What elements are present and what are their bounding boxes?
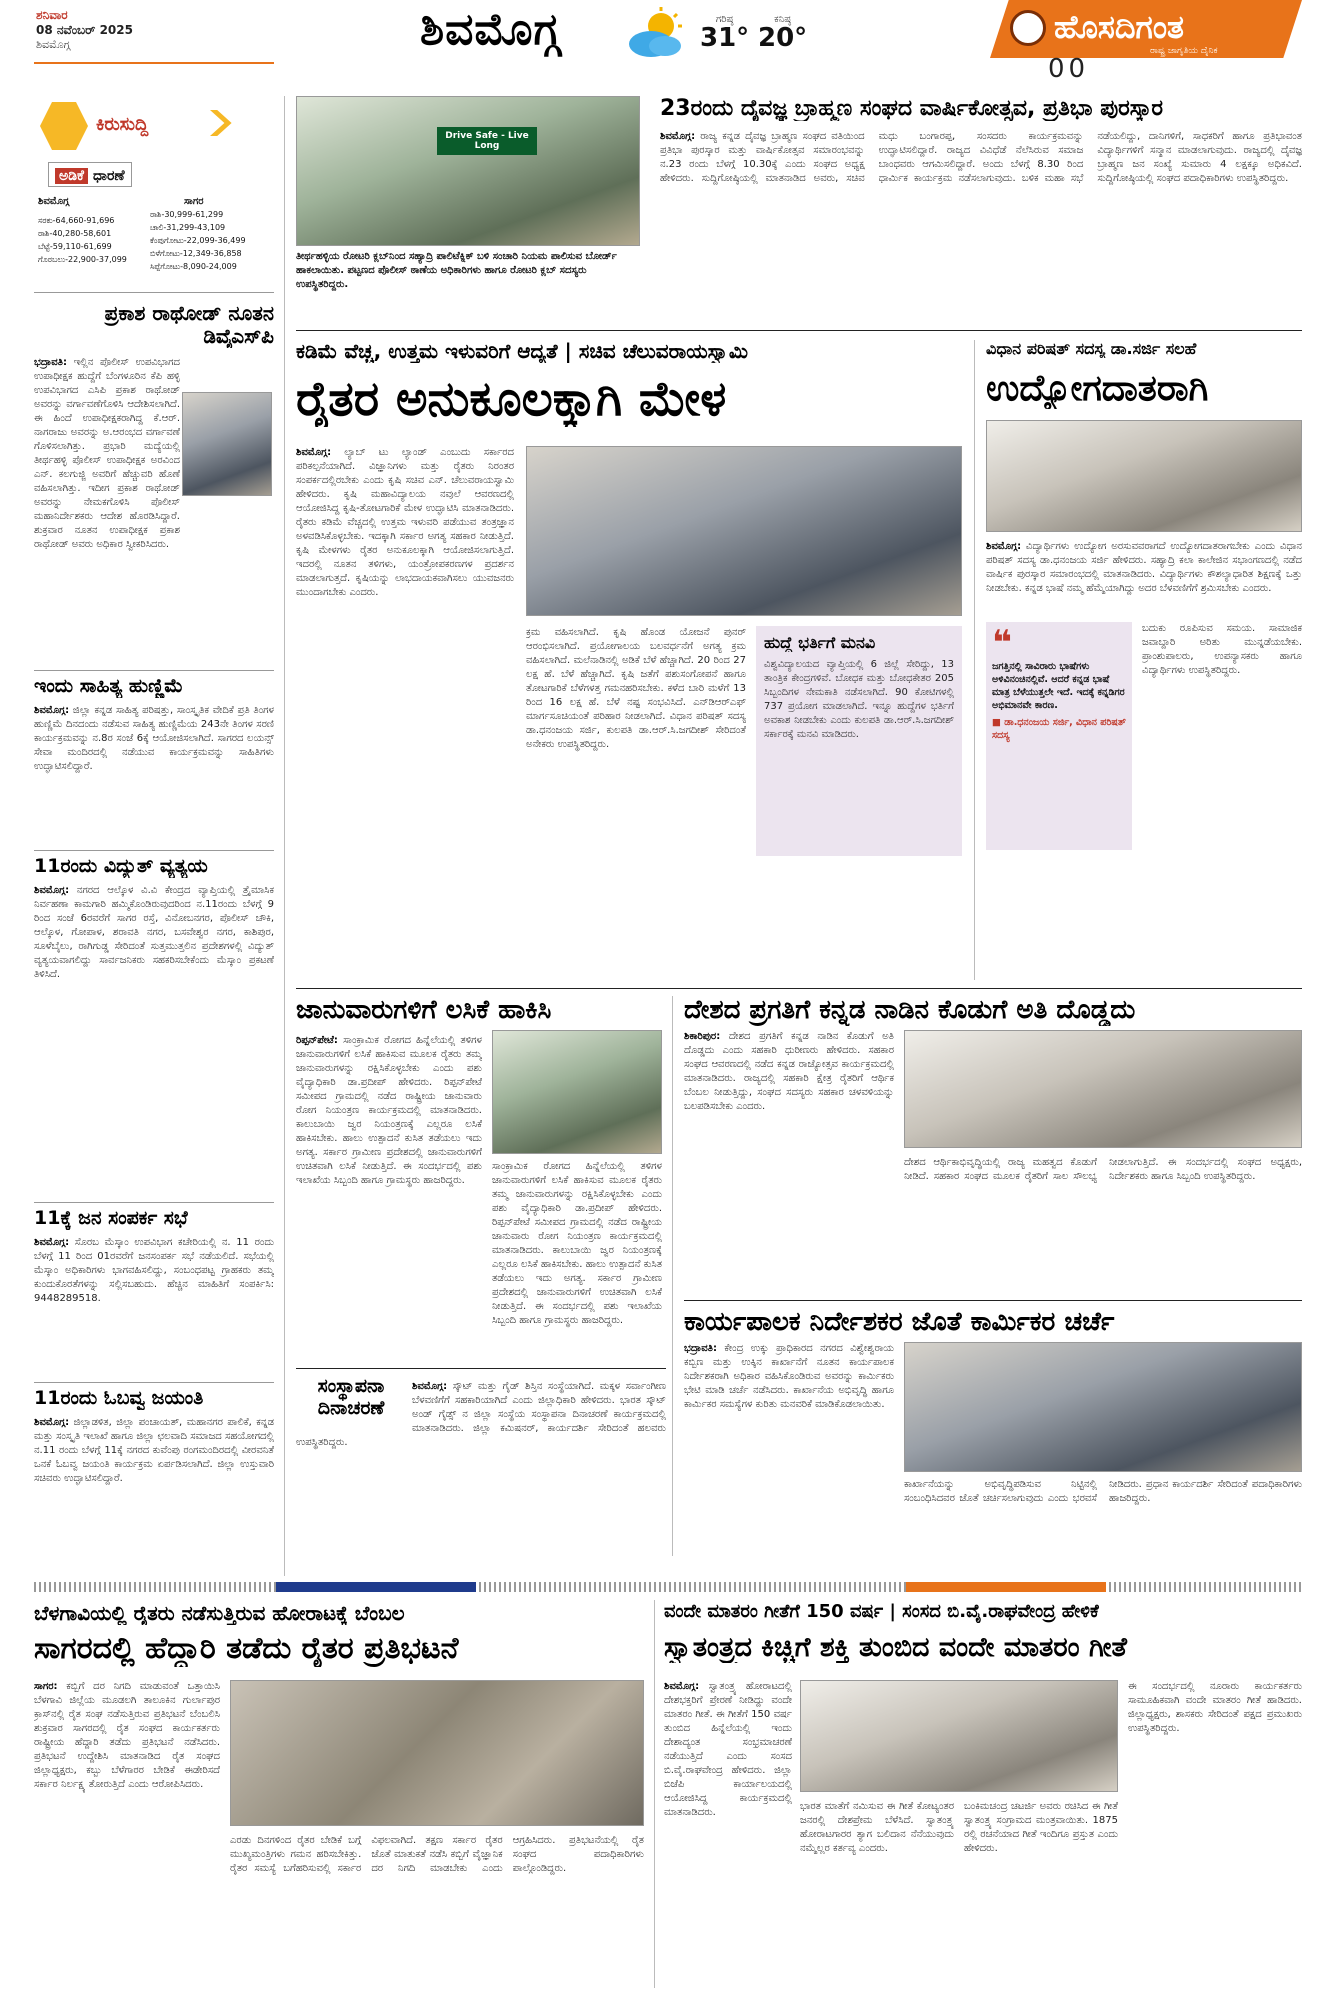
sign-board: Drive Safe - Live Long	[437, 127, 537, 155]
vande-body: ಬಂಕಿಮಚಂದ್ರ ಚಟರ್ಜಿ ಅವರು ರಚಿಸಿದ ಈ ಗೀತೆ ಸ್ವಾತಂತ್ರ್ಯ ಸಂಗ್ರಾಮದ ಮಂತ್ರವಾಯಿತು. 1875 ರಲ್ಲಿ ರಚನೆಯಾದ ಗೀತೆ ಇಂದಿಗೂ ಪ್ರಸ್ತುತ ಎಂದು ಹೇಳಿದರು.	[964, 1801, 1118, 1854]
quote-text: ಜಗತ್ತಿನಲ್ಲಿ ಸಾವಿರಾರು ಭಾಷೆಗಳು ಅಳಿವಿನಂಚಿನಲ್ಲಿವೆ. ಆದರೆ ಕನ್ನಡ ಭಾಷೆ ಮಾತ್ರ ಬೆಳೆಯುತ್ತಲೇ ಇದೆ. ಇದಕ್ಕೆ ಕನ್ನಡಿಗರ ಅಭಿಮಾನವೇ ಕಾರಣ.	[992, 661, 1125, 711]
price-row: ಸರಕು-64,660-91,696	[38, 216, 115, 225]
worker-body: ಭದ್ರಾವತಿ: ಕೇಂದ್ರ ಉಕ್ಕು ಪ್ರಾಧಿಕಾರದ ನಗರದ ವಿಶ್ವೇಶ್ವರಾಯ ಕಬ್ಬಿಣ ಮತ್ತು ಉಕ್ಕಿನ ಕಾರ್ಖಾನೆಗೆ ನೂತನ ಕಾರ್ಯಪಾಲಕ ನಿರ್ದೇಶಕರಾಗಿ ಅಧಿಕಾರ ವಹಿಸಿಕೊಂಡಿರುವ ಅವರನ್ನು ಕಾರ್ಮಿಕರು ಭೇಟಿ ಮಾಡಿ ಚರ್ಚೆ ನಡೆಸಿದರು. ಕಾರ್ಖಾನೆಯ ಅಭಿವೃದ್ಧಿ ಹಾಗೂ ಕಾರ್ಮಿಕರ ಸಮಸ್ಯೆಗಳ ಕುರಿತು ಮನವರಿಕೆ ಮಾಡಿಕೊಡಲಾಯಿತು.	[684, 1343, 894, 1410]
worker-photo	[904, 1342, 1302, 1472]
brief-body: ಭದ್ರಾವತಿ: ಇಲ್ಲಿನ ಪೊಲೀಸ್ ಉಪವಿಭಾಗದ ಉಪಾಧೀಕ್ಷಕ ಹುದ್ದೆಗೆ ಬೆಂಗಳೂರಿನ ಕೆಪಿ ಹಳ್ಳಿ ಉಪವಿಭಾಗದ ಎಸಿಪಿ ಪ್ರಕಾಶ ರಾಥೋಡ್ ಅವರನ್ನು ವರ್ಗಾವಣೆಗೊಳಿಸಿ ಆದೇಶಿಸಲಾಗಿದೆ. ಈ ಹಿಂದೆ ಉಪಾಧೀಕ್ಷಕರಾಗಿದ್ದ ಕೆ.ಆರ್. ನಾಗರಾಜು ಅವರನ್ನು ಅ.ಆರಂಭದ ವರ್ಗಾವಣೆ ಗೊಳಿಸಲಾಗಿತ್ತು. ಪ್ರಭಾರಿ ಮದ್ಯೆಯಲ್ಲಿ ತೀರ್ಥಹಳ್ಳಿ ಪೊಲೀಸ್ ಉಪಾಧೀಕ್ಷಕ ಅರವಿಂದ ಎನ್. ಕಲಗುಜ್ಜಿ ಅವರಿಗೆ ಹೆಚ್ಚುವರಿ ಹೊಣೆ ವಹಿಸಲಾಗಿತ್ತು. ಇದೀಗ ಪ್ರಕಾಶ ರಾಥೋಡ್ ಅವರನ್ನು ನೇಮಕಗೊಳಿಸಿ ಪೊಲೀಸ್ ಮಹಾನಿರ್ದೇಶಕರು ಆದೇಶ ಹೊರಡಿಸಿದ್ದಾರೆ. ಶುಕ್ರವಾರ ನೂತನ ಉಪಾಧೀಕ್ಷಕ ಪ್ರಕಾಶ ರಾಥೋಡ್ ಅವರು ಅಧಿಕಾರ ಸ್ವೀಕರಿಸಿದರು.	[34, 357, 180, 550]
vaccine-headline: ಜಾನುವಾರುಗಳಿಗೆ ಲಸಿಕೆ ಹಾಕಿಸಿ	[296, 996, 552, 1025]
price-row: ಚಾಲಿ-31,299-43,109	[150, 223, 226, 232]
edition-title: ಶಿವಮೊಗ್ಗ	[420, 4, 561, 55]
sagar-headline: ಸಾಗರದಲ್ಲಿ ಹೆದ್ದಾರಿ ತಡೆದು ರೈತರ ಪ್ರತಿಭಟನೆ	[34, 1632, 459, 1666]
right-headline: ಉದ್ಯೋಗದಾತರಾಗಿ	[986, 368, 1209, 409]
price-row: ರಾಶಿ-30,999-61,299	[150, 210, 224, 219]
left-column	[34, 96, 274, 1576]
market-col1	[38, 214, 127, 266]
quote-author: ■ ಡಾ.ಧನಂಜಯ ಸರ್ಜಿ, ವಿಧಾನ ಪರಿಷತ್ ಸದಸ್ಯ	[992, 717, 1126, 741]
kodagu-photo	[904, 1030, 1302, 1148]
paper-name: ಹೊಸದಿಗಂತ	[1054, 8, 1184, 46]
price-row: ಬೆಟ್ಟೆ-59,110-61,699	[38, 242, 112, 251]
info-box-body: ವಿಶ್ವವಿದ್ಯಾಲಯದ ವ್ಯಾಪ್ತಿಯಲ್ಲಿ 6 ಜಿಲ್ಲೆ ಸೇರಿದ್ದು, 13 ತಾಂತ್ರಿಕ ಕೇಂದ್ರಗಳಿವೆ. ಬೋಧಕ ಮತ್ತು ಬೋಧಕೇತರ 205 ಸಿಬ್ಬಂದಿಗಳ ನೇಮಕಾತಿ ನಡೆಸಲಾಗಿದೆ. 90 ಕೋಟಿಗಳಲ್ಲಿ 737 ಪ್ರಯೋಗ ಮಾಡಲಾಗಿದೆ. ಇನ್ನೂ ಹುದ್ದೆಗಳ ಭರ್ತಿಗೆ ಅವಕಾಶ ನೀಡಬೇಕು ಎಂದು ಕುಲಪತಿ ಡಾ.ಆರ್.ಸಿ.ಜಗದೀಶ್ ಸರ್ಕಾರಕ್ಕೆ ಮನವಿ ಮಾಡಿದರು.	[764, 659, 954, 741]
market-box	[34, 96, 274, 286]
vande-body: ಈ ಸಂದರ್ಭದಲ್ಲಿ ನೂರಾರು ಕಾರ್ಯಕರ್ತರು ಸಾಮೂಹಿಕವಾಗಿ ವಂದೇ ಮಾತರಂ ಗೀತೆ ಹಾಡಿದರು. ಜಿಲ್ಲಾಧ್ಯಕ್ಷರು, ಶಾಸಕರು ಸೇರಿದಂತೆ ಪಕ್ಷದ ಪ್ರಮುಖರು ಉಪಸ್ಥಿತರಿದ್ದರು.	[1128, 1681, 1302, 1734]
sagar-body: ಎರಡು ದಿನಗಳಿಂದ ರೈತರ ಬೇಡಿಕೆ ಬಗ್ಗೆ ಮುಖ್ಯಮಂತ್ರಿಗಳು ಗಮನ ಹರಿಸಬೇಕಿತ್ತು. ರೈತರ ಸಮಸ್ಯೆ ಬಗೆಹರಿಸುವಲ್ಲಿ ಸರ್ಕಾರ ವಿಫಲವಾಗಿದೆ. ತಕ್ಷಣ ಸರ್ಕಾರ ರೈತರ ಜೊತೆ ಮಾತುಕತೆ ನಡೆಸಿ ಕಬ್ಬಿಗೆ ವೈಜ್ಞಾನಿಕ ದರ ನಿಗದಿ ಮಾಡಬೇಕು ಎಂದು ಆಗ್ರಹಿಸಿದರು. ಪ್ರತಿಭಟನೆಯಲ್ಲಿ ರೈತ ಸಂಘದ ಪದಾಧಿಕಾರಿಗಳು ಪಾಲ್ಗೊಂಡಿದ್ದರು.	[230, 1835, 644, 1874]
brief-headline: 11ರಂದು ಓಬವ್ವ ಜಯಂತಿ	[34, 1388, 204, 1409]
brief-headline: 11ರಂದು ವಿದ್ಯುತ್ ವ್ಯತ್ಯಯ	[34, 856, 208, 877]
brief-headline: 11ಕ್ಕೆ ಜನ ಸಂಪರ್ಕ ಸಭೆ	[34, 1208, 188, 1229]
market-col1-head: ಶಿವಮೊಗ್ಗ	[38, 196, 70, 207]
vaccine-body: ರಿಪ್ಪನ್‌ಪೇಟೆ: ಸಾಂಕ್ರಾಮಿಕ ರೋಗದ ಹಿನ್ನೆಲೆಯಲ್ಲಿ ತಳಿಗಳ ಜಾನುವಾರುಗಳಿಗೆ ಲಸಿಕೆ ಹಾಕಿಸುವ ಮೂಲಕ ರೈತರು ತಮ್ಮ ಜಾನುವಾರುಗಳನ್ನು ರಕ್ಷಿಸಿಕೊಳ್ಳಬೇಕು ಎಂದು ಪಶು ವೈದ್ಯಾಧಿಕಾರಿ ಡಾ.ಪ್ರದೀಪ್ ಹೇಳಿದರು. ರಿಪ್ಪನ್‌ಪೇಟೆ ಸಮೀಪದ ಗ್ರಾಮದಲ್ಲಿ ನಡೆದ ರಾಷ್ಟ್ರೀಯ ಜಾನುವಾರು ರೋಗ ನಿಯಂತ್ರಣ ಕಾರ್ಯಕ್ರಮದಲ್ಲಿ ಮಾತನಾಡಿದರು. ಕಾಲುಬಾಯಿ ಜ್ವರ ನಿಯಂತ್ರಣಕ್ಕೆ ಎಲ್ಲರೂ ಲಸಿಕೆ ಹಾಕಿಸಬೇಕು. ಹಾಲು ಉತ್ಪಾದನೆ ಕುಸಿತ ತಡೆಯಲು ಇದು ಅಗತ್ಯ. ಸರ್ಕಾರ ಗ್ರಾಮೀಣ ಪ್ರದೇಶದಲ್ಲಿ ಜಾನುವಾರುಗಳಿಗೆ ಉಚಿತವಾಗಿ ಲಸಿಕೆ ನೀಡುತ್ತಿದೆ. ಈ ಸಂದರ್ಭದಲ್ಲಿ ಪಶು ಇಲಾಖೆಯ ಸಿಬ್ಬಂದಿ ಹಾಗೂ ಗ್ರಾಮಸ್ಥರು ಹಾಜರಿದ್ದರು.	[296, 1035, 482, 1186]
weather-icon	[625, 6, 687, 62]
masthead	[0, 0, 1336, 92]
top-story-body: ಶಿವಮೊಗ್ಗ: ರಾಜ್ಯ ಕನ್ನಡ ದೈವಜ್ಞ ಬ್ರಾಹ್ಮಣ ಸಂಘದ ವತಿಯಿಂದ ಪ್ರತಿಭಾ ಪುರಸ್ಕಾರ ಮತ್ತು ವಾರ್ಷಿಕೋತ್ಸವ ಸಮಾರಂಭವನ್ನು ನ.23 ರಂದು ಬೆಳಗ್ಗೆ 10.30ಕ್ಕೆ ಎಂದು ಸಂಘದ ಅಧ್ಯಕ್ಷ ಹೇಳಿದರು. ಸುದ್ದಿಗೋಷ್ಠಿಯಲ್ಲಿ ಮಾತನಾಡಿದ ಅವರು, ಸಚಿವ ಮಧು ಬಂಗಾರಪ್ಪ, ಸಂಸದರು ಕಾರ್ಯಕ್ರಮವನ್ನು ಉದ್ಘಾಟಿಸಲಿದ್ದಾರೆ. ರಾಜ್ಯದ ವಿವಿಧೆಡೆ ನೆಲೆಸಿರುವ ಸಮಾಜ ಬಾಂಧವರು ಆಗಮಿಸಲಿದ್ದಾರೆ. ಅಂದು ಬೆಳಗ್ಗೆ 8.30 ರಿಂದ ಧಾರ್ಮಿಕ ಕಾರ್ಯಕ್ರಮ ನಡೆಸಲಾಗುವುದು. ಬಳಿಕ ಮಹಾ ಸಭೆ ನಡೆಯಲಿದ್ದು, ದಾನಿಗಳಿಗೆ, ಸಾಧಕರಿಗೆ ಹಾಗೂ ಪ್ರತಿಭಾವಂತ ವಿದ್ಯಾರ್ಥಿಗಳಿಗೆ ಸನ್ಮಾನ ಮಾಡಲಾಗುವುದು. ರಾಜ್ಯದಲ್ಲಿ ದೈವಜ್ಞ ಬ್ರಾಹ್ಮಣ ಜನ ಸಂಖ್ಯೆ ಸುಮಾರು 4 ಲಕ್ಷಕ್ಕೂ ಅಧಿಕವಿದೆ. ಸುದ್ದಿಗೋಷ್ಠಿಯಲ್ಲಿ ಸಂಘದ ಪದಾಧಿಕಾರಿಗಳು ಉಪಸ್ಥಿತರಿದ್ದರು.	[660, 131, 1302, 184]
vande-headline: ಸ್ವಾತಂತ್ರ್ಯದ ಕಿಚ್ಚಿಗೆ ಶಕ್ತಿ ತುಂಬಿದ ವಂದೇ ಮಾತರಂ ಗೀತೆ	[664, 1632, 1127, 1663]
kodagu-body: ಶಿಕಾರಿಪುರ: ದೇಶದ ಪ್ರಗತಿಗೆ ಕನ್ನಡ ನಾಡಿನ ಕೊಡುಗೆ ಅತಿ ದೊಡ್ಡದು ಎಂದು ಸಹಕಾರಿ ಧುರೀಣರು ಹೇಳಿದರು. ಸಹಕಾರ ಸಂಘದ ಆವರಣದಲ್ಲಿ ನಡೆದ ಕನ್ನಡ ರಾಜ್ಯೋತ್ಸವ ಕಾರ್ಯಕ್ರಮದಲ್ಲಿ ಮಾತನಾಡಿದರು. ರಾಜ್ಯದಲ್ಲಿ ಸಹಕಾರಿ ಕ್ಷೇತ್ರ ರೈತರಿಗೆ ಆರ್ಥಿಕ ಬೆಂಬಲ ನೀಡುತ್ತಿದ್ದು, ಸಂಘದ ಸದಸ್ಯರು ಸಹಕಾರ ಚಳವಳಿಯನ್ನು ಬಲಪಡಿಸಬೇಕು ಎಂದರು.	[684, 1031, 894, 1112]
lead-body-col: ಶಿವಮೊಗ್ಗ: ಲ್ಯಾಬ್ ಟು ಲ್ಯಾಂಡ್ ಎಂಬುದು ಸರ್ಕಾರದ ಪರಿಕಲ್ಪನೆಯಾಗಿದೆ. ವಿಜ್ಞಾನಿಗಳು ಮತ್ತು ರೈತರು ನಿರಂತರ ಸಂಪರ್ಕದಲ್ಲಿರಬೇಕು ಎಂದು ಕೃಷಿ ಸಚಿವ ಎನ್. ಚೆಲುವರಾಯಸ್ವಾಮಿ ಹೇಳಿದರು. ಕೃಷಿ ಮಹಾವಿದ್ಯಾಲಯ ನವುಲೆ ಆವರಣದಲ್ಲಿ ಆಯೋಜಿಸಿದ್ದ ಕೃಷಿ-ತೋಟಗಾರಿಕೆ ಮೇಳ ಉದ್ಘಾಟಿಸಿ ಮಾತನಾಡಿದರು. ರೈತರು ಕಡಿಮೆ ವೆಚ್ಚದಲ್ಲಿ ಉತ್ತಮ ಇಳುವರಿ ಪಡೆಯುವ ತಂತ್ರಜ್ಞಾನ ಅಳವಡಿಸಿಕೊಳ್ಳಬೇಕು. ಇದಕ್ಕಾಗಿ ಸರ್ಕಾರ ಅಗತ್ಯ ಸಹಕಾರ ನೀಡುತ್ತಿದೆ. ಕೃಷಿ ಮೇಳಗಳು ರೈತರ ಅನುಕೂಲಕ್ಕಾಗಿ ಆಯೋಜಿಸಲಾಗುತ್ತಿದೆ. ಇದರಲ್ಲಿ ನೂತನ ತಳಿಗಳು, ಯಂತ್ರೋಪಕರಣಗಳ ಪ್ರದರ್ಶನ ಮಾಡಲಾಗುತ್ತದೆ. ಕೃಷಿಯನ್ನು ಲಾಭದಾಯಕವಾಗಿಸಲು ಯುವಜನರು ಮುಂದಾಗಬೇಕು ಎಂದರು.	[296, 447, 514, 598]
lead-body-col: ಕ್ರಮ ವಹಿಸಲಾಗಿದೆ. ಕೃಷಿ ಹೊಂಡ ಯೋಜನೆ ಪುನರ್ ಆರಂಭಿಸಲಾಗಿದೆ. ಪ್ರಯೋಗಾಲಯ ಬಲವರ್ಧನೆಗೆ ಅಗತ್ಯ ಕ್ರಮ ವಹಿಸಲಾಗಿದೆ. ಮಲೆನಾಡಿನಲ್ಲಿ ಅಡಿಕೆ ಬೆಳೆ ಹೆಚ್ಚಾಗಿದೆ. 20 ರಿಂದ 27 ಲಕ್ಷ ಹೆ. ಬೆಳೆ ಹೆಚ್ಚಾಗಿದೆ. ಕೃಷಿ ಜತೆಗೆ ಪಶುಸಂಗೋಪನೆ ಹಾಗೂ ತೋಟಗಾರಿಕೆ ಬೆಳೆಗಳತ್ತ ಗಮನಹರಿಸಬೇಕು. ಕಳೆದ ಬಾರಿ ಮಳೆಗೆ 13 ರಿಂದ 16 ಲಕ್ಷ ಹೆ. ಬೆಳೆ ನಷ್ಟ ಸಂಭವಿಸಿದೆ. ಎನ್‌ಡಿಆರ್‌ಎಫ್ ಮಾರ್ಗಸೂಚಿಯಂತೆ ಪರಿಹಾರ ನೀಡಲಾಗಿದೆ. ವಿಧಾನ ಪರಿಷತ್ ಸದಸ್ಯ ಡಾ.ಧನಂಜಯ ಸರ್ಜಿ, ಕುಲಪತಿ ಡಾ.ಆರ್.ಸಿ.ಜಗದೀಶ್ ಸೇರಿದಂತೆ ಅನೇಕರು ಉಪಸ್ಥಿತರಿದ್ದರು.	[526, 627, 746, 750]
quote-box	[986, 622, 1132, 850]
vande-body: ಭಾರತ ಮಾತೆಗೆ ನಮಿಸುವ ಈ ಗೀತೆ ಕೋಟ್ಯಂತರ ಜನರಲ್ಲಿ ದೇಶಪ್ರೇಮ ಬೆಳೆಸಿದೆ. ಸ್ವಾತಂತ್ರ್ಯ ಹೋರಾಟಗಾರರ ತ್ಯಾಗ ಬಲಿದಾನ ನೆನೆಯುವುದು ನಮ್ಮೆಲ್ಲರ ಕರ್ತವ್ಯ ಎಂದರು.	[800, 1801, 954, 1854]
brand-emblem-icon	[1010, 10, 1046, 46]
brief-body: ಶಿವಮೊಗ್ಗ: ಜಿಲ್ಲಾಡಳಿತ, ಜಿಲ್ಲಾ ಪಂಚಾಯತ್, ಮಹಾನಗರ ಪಾಲಿಕೆ, ಕನ್ನಡ ಮತ್ತು ಸಂಸ್ಕೃತಿ ಇಲಾಖೆ ಹಾಗೂ ಜಿಲ್ಲಾ ಛಲವಾದಿ ಸಮಾಜದ ಸಹಯೋಗದಲ್ಲಿ ನ.11 ರಂದು ಬೆಳಗ್ಗೆ 11ಕ್ಕೆ ನಗರದ ಕುವೆಂಪು ರಂಗಮಂದಿರದಲ್ಲಿ ವೀರವನಿತೆ ಒನಕೆ ಓಬವ್ವ ಜಯಂತಿ ಕಾರ್ಯಕ್ರಮ ಏರ್ಪಡಿಸಲಾಗಿದೆ. ಜಿಲ್ಲಾ ಉಸ್ತುವಾರಿ ಸಚಿವರು ಉದ್ಘಾಟಿಸಲಿದ್ದಾರೆ.	[34, 1417, 274, 1484]
protest-photo	[230, 1680, 644, 1826]
right-kicker: ವಿಧಾನ ಪರಿಷತ್ ಸದಸ್ಯ ಡಾ.ಸರ್ಜಿ ಸಲಹೆ	[986, 340, 1197, 358]
price-row: ಬಿಳೆಗೋಟು-12,349-36,858	[150, 249, 242, 258]
right-photo	[986, 420, 1302, 532]
day-label: ಶನಿವಾರ	[36, 8, 68, 22]
price-row: ಸಿಪ್ಪೆಗೋಟು-8,090-24,009	[150, 262, 237, 271]
info-box-headline: ಹುದ್ದೆ ಭರ್ತಿಗೆ ಮನವಿ	[764, 634, 876, 652]
worker-body: ಕಾರ್ಖಾನೆಯನ್ನು ಅಭಿವೃದ್ಧಿಪಡಿಸುವ ನಿಟ್ಟಿನಲ್ಲಿ ಸಂಬಂಧಿಸಿದವರ ಜೊತೆ ಚರ್ಚಿಸಲಾಗುವುದು ಎಂದು ಭರವಸೆ ನೀಡಿದರು. ಪ್ರಧಾನ ಕಾರ್ಯದರ್ಶಿ ಸೇರಿದಂತೆ ಪದಾಧಿಕಾರಿಗಳು ಹಾಜರಿದ್ದರು.	[904, 1479, 1302, 1504]
date-label: 08 ನವೆಂಬರ್ 2025	[36, 23, 133, 37]
price-row: ರಾಶಿ-40,280-58,601	[38, 229, 112, 238]
paper-brand	[990, 0, 1302, 88]
vande-body: ಶಿವಮೊಗ್ಗ: ಸ್ವಾತಂತ್ರ್ಯ ಹೋರಾಟದಲ್ಲಿ ದೇಶಭಕ್ತರಿಗೆ ಪ್ರೇರಣೆ ನೀಡಿದ್ದು ವಂದೇ ಮಾತರಂ ಗೀತೆ. ಈ ಗೀತೆಗೆ 150 ವರ್ಷ ತುಂಬಿದ ಹಿನ್ನೆಲೆಯಲ್ಲಿ ಇಂದು ದೇಶಾದ್ಯಂತ ಸಂಭ್ರಮಾಚರಣೆ ನಡೆಯುತ್ತಿದೆ ಎಂದು ಸಂಸದ ಬಿ.ವೈ.ರಾಘವೇಂದ್ರ ಹೇಳಿದರು. ಜಿಲ್ಲಾ ಬಿಜೆಪಿ ಕಾರ್ಯಾಲಯದಲ್ಲಿ ಆಯೋಜಿಸಿದ್ದ ಕಾರ್ಯಕ್ರಮದಲ್ಲಿ ಮಾತನಾಡಿದರು.	[664, 1681, 792, 1818]
quote-icon: ❝	[992, 623, 1012, 663]
vaccine-body: ಸಾಂಕ್ರಾಮಿಕ ರೋಗದ ಹಿನ್ನೆಲೆಯಲ್ಲಿ ತಳಿಗಳ ಜಾನುವಾರುಗಳಿಗೆ ಲಸಿಕೆ ಹಾಕಿಸುವ ಮೂಲಕ ರೈತರು ತಮ್ಮ ಜಾನುವಾರುಗಳನ್ನು ರಕ್ಷಿಸಿಕೊಳ್ಳಬೇಕು ಎಂದು ಪಶು ವೈದ್ಯಾಧಿಕಾರಿ ಡಾ.ಪ್ರದೀಪ್ ಹೇಳಿದರು. ರಿಪ್ಪನ್‌ಪೇಟೆ ಸಮೀಪದ ಗ್ರಾಮದಲ್ಲಿ ನಡೆದ ರಾಷ್ಟ್ರೀಯ ಜಾನುವಾರು ರೋಗ ನಿಯಂತ್ರಣ ಕಾರ್ಯಕ್ರಮದಲ್ಲಿ ಮಾತನಾಡಿದರು. ಕಾಲುಬಾಯಿ ಜ್ವರ ನಿಯಂತ್ರಣಕ್ಕೆ ಎಲ್ಲರೂ ಲಸಿಕೆ ಹಾಕಿಸಬೇಕು. ಹಾಲು ಉತ್ಪಾದನೆ ಕುಸಿತ ತಡೆಯಲು ಇದು ಅಗತ್ಯ. ಸರ್ಕಾರ ಗ್ರಾಮೀಣ ಪ್ರದೇಶದಲ್ಲಿ ಜಾನುವಾರುಗಳಿಗೆ ಉಚಿತವಾಗಿ ಲಸಿಕೆ ನೀಡುತ್ತಿದೆ. ಈ ಸಂದರ್ಭದಲ್ಲಿ ಪಶು ಇಲಾಖೆಯ ಸಿಬ್ಬಂದಿ ಹಾಗೂ ಗ್ರಾಮಸ್ಥರು ಹಾಜರಿದ್ದರು.	[492, 1161, 662, 1326]
market-col2-head: ಸಾಗರ	[184, 196, 204, 207]
foundation-body: ಶಿವಮೊಗ್ಗ: ಸ್ಕೌಟ್ ಮತ್ತು ಗೈಡ್ ಶಿಸ್ತಿನ ಸಂಸ್ಥೆಯಾಗಿದೆ. ಮಕ್ಕಳ ಸರ್ವಾಂಗೀಣ ಬೆಳವಣಿಗೆಗೆ ಸಹಕಾರಿಯಾಗಿದೆ ಎಂದು ಜಿಲ್ಲಾಧಿಕಾರಿ ಹೇಳಿದರು. ಭಾರತ ಸ್ಕೌಟ್ ಅಂಡ್ ಗೈಡ್ಸ್ ನ ಜಿಲ್ಲಾ ಸಂಸ್ಥೆಯ ಸಂಸ್ಥಾಪನಾ ದಿನಾಚರಣೆ ಕಾರ್ಯಕ್ರಮದಲ್ಲಿ ಮಾತನಾಡಿದರು. ಜಿಲ್ಲಾ ಕಮಿಷನರ್, ಕಾರ್ಯದರ್ಶಿ ಸೇರಿದಂತೆ ಹಲವರು ಉಪಸ್ಥಿತರಿದ್ದರು.	[296, 1381, 666, 1448]
market-logo: ಕಿರುಸುದ್ದಿ	[96, 114, 149, 135]
brief-body: ಶಿವಮೊಗ್ಗ: ಜಿಲ್ಲಾ ಕನ್ನಡ ಸಾಹಿತ್ಯ ಪರಿಷತ್ತು, ಸಾಂಸ್ಕೃತಿಕ ವೇದಿಕೆ ಪ್ರತಿ ತಿಂಗಳ ಹುಣ್ಣಿಮೆ ದಿನದಂದು ನಡೆಸುವ ಸಾಹಿತ್ಯ ಹುಣ್ಣಿಮೆಯ 243ನೇ ತಿಂಗಳ ಸರಣಿ ಕಾರ್ಯಕ್ರಮವನ್ನು ನ.8ರ ಸಂಜೆ 6ಕ್ಕೆ ಆಯೋಜಿಸಲಾಗಿದೆ. ಸಾಗರದ ಲಯನ್ಸ್ ಸೇವಾ ಮಂದಿರದಲ್ಲಿ ನಡೆಯುವ ಕಾರ್ಯಕ್ರಮವನ್ನು ಸಾಹಿತಿಗಳು ಉದ್ಘಾಟಿಸಲಿದ್ದಾರೆ.	[34, 705, 274, 772]
worker-headline: ಕಾರ್ಯಪಾಲಕ ನಿರ್ದೇಶಕರ ಜೊತೆ ಕಾರ್ಮಿಕರ ಚರ್ಚೆ	[684, 1308, 1115, 1337]
sagar-body: ಸಾಗರ: ಕಬ್ಬಿಗೆ ದರ ನಿಗದಿ ಮಾಡುವಂತೆ ಒತ್ತಾಯಿಸಿ ಬೆಳಗಾವಿ ಜಿಲ್ಲೆಯ ಮೂಡಲಗಿ ತಾಲೂಕಿನ ಗುರ್ಲಾಪುರ ಕ್ರಾಸ್‌ನಲ್ಲಿ ರೈತ ಸಂಘ ನಡೆಸುತ್ತಿರುವ ಪ್ರತಿಭಟನೆ ಬೆಂಬಲಿಸಿ ಶುಕ್ರವಾರ ಸಾಗರದಲ್ಲಿ ರೈತ ಸಂಘದ ಕಾರ್ಯಕರ್ತರು ರಾಷ್ಟ್ರೀಯ ಹೆದ್ದಾರಿ ತಡೆದು ಪ್ರತಿಭಟನೆ ನಡೆಸಿದರು. ಪ್ರತಿಭಟನೆ ಉದ್ದೇಶಿಸಿ ಮಾತನಾಡಿದ ರೈತ ಸಂಘದ ಜಿಲ್ಲಾಧ್ಯಕ್ಷರು, ಕಬ್ಬು ಬೆಳೆಗಾರರ ಬೇಡಿಕೆ ಈಡೇರಿಸದೆ ಸರ್ಕಾರ ನಿರ್ಲಕ್ಷ್ಯ ತೋರುತ್ತಿದೆ ಎಂದು ಆರೋಪಿಸಿದರು.	[34, 1681, 220, 1790]
right-body: ಶಿವಮೊಗ್ಗ: ವಿದ್ಯಾರ್ಥಿಗಳು ಉದ್ಯೋಗ ಅರಸುವವರಾಗದೆ ಉದ್ಯೋಗದಾತರಾಗಬೇಕು ಎಂದು ವಿಧಾನ ಪರಿಷತ್ ಸದಸ್ಯ ಡಾ.ಧನಂಜಯ ಸರ್ಜಿ ಹೇಳಿದರು. ಸಹ್ಯಾದ್ರಿ ಕಲಾ ಕಾಲೇಜಿನ ಸಭಾಂಗಣದಲ್ಲಿ ನಡೆದ ವಾರ್ಷಿಕ ಪುರಸ್ಕಾರ ಸಮಾರಂಭದಲ್ಲಿ ಮಾತನಾಡಿದರು. ವಿದ್ಯಾರ್ಥಿಗಳು ಕೌಶಲ್ಯಾಧಾರಿತ ಶಿಕ್ಷಣಕ್ಕೆ ಒತ್ತು ನೀಡಬೇಕು. ಕನ್ನಡ ಭಾಷೆ ನಮ್ಮ ಹೆಮ್ಮೆಯಾಗಿದ್ದು ಅದರ ಬೆಳವಣಿಗೆಗೆ ಶ್ರಮಿಸಬೇಕು ಎಂದರು.	[986, 541, 1302, 594]
page-number: 00	[1048, 54, 1090, 84]
lead-photo	[526, 446, 962, 616]
vande-kicker: ವಂದೇ ಮಾತರಂ ಗೀತೆಗೆ 150 ವರ್ಷ | ಸಂಸದ ಬಿ.ವೈ.ರಾಘವೇಂದ್ರ ಹೇಳಿಕೆ	[664, 1602, 1099, 1622]
cattle-photo	[492, 1030, 662, 1154]
dateline	[36, 8, 196, 52]
foundation-headline: ಸಂಸ್ಥಾಪನಾ ದಿನಾಚರಣೆ	[317, 1376, 385, 1419]
brief-body: ಶಿವಮೊಗ್ಗ: ನಗರದ ಆಲ್ಕೊಳ ವಿ.ವಿ ಕೇಂದ್ರದ ವ್ಯಾಪ್ತಿಯಲ್ಲಿ ತ್ರೈಮಾಸಿಕ ನಿರ್ವಹಣಾ ಕಾಮಗಾರಿ ಹಮ್ಮಿಕೊಂಡಿರುವುದರಿಂದ ನ.11ರಂದು ಬೆಳಗ್ಗೆ 9 ರಿಂದ ಸಂಜೆ 6ರವರೆಗೆ ಸಾಗರ ರಸ್ತೆ, ವಿನೋಬನಗರ, ಪೊಲೀಸ್ ಚೌಕಿ, ಆಲ್ಕೊಳ, ಗೋಪಾಳ, ಶರಾವತಿ ನಗರ, ಬಸವೇಶ್ವರ ನಗರ, ಕಾಶಿಪುರ, ಸೂಳೆಬೈಲು, ರಾಗಿಗುಡ್ಡ ಸೇರಿದಂತೆ ಸುತ್ತಮುತ್ತಲಿನ ಪ್ರದೇಶಗಳಲ್ಲಿ ವಿದ್ಯುತ್ ವ್ಯತ್ಯಯವಾಗಲಿದ್ದು ಸಾರ್ವಜನಿಕರು ಸಹಕರಿಸಬೇಕೆಂದು ಮೆಸ್ಕಾಂ ಪ್ರಕಟಣೆ ತಿಳಿಸಿದೆ.	[34, 885, 274, 980]
paper-tagline: ರಾಷ್ಟ್ರ ಜಾಗೃತಿಯ ದೈನಿಕ	[1150, 46, 1218, 56]
kodagu-headline: ದೇಶದ ಪ್ರಗತಿಗೆ ಕನ್ನಡ ನಾಡಿನ ಕೊಡುಗೆ ಅತಿ ದೊಡ್ಡದು	[684, 996, 1136, 1025]
kodagu-body: ದೇಶದ ಆರ್ಥಿಕಾಭಿವೃದ್ಧಿಯಲ್ಲಿ ರಾಜ್ಯ ಮಹತ್ವದ ಕೊಡುಗೆ ನೀಡಿದೆ. ಸಹಕಾರ ಸಂಘದ ಮೂಲಕ ರೈತರಿಗೆ ಸಾಲ ಸೌಲಭ್ಯ ನೀಡಲಾಗುತ್ತಿದೆ. ಈ ಸಂದರ್ಭದಲ್ಲಿ ಸಂಘದ ಅಧ್ಯಕ್ಷರು, ನಿರ್ದೇಶಕರು ಹಾಗೂ ಸಿಬ್ಬಂದಿ ಉಪಸ್ಥಿತರಿದ್ದರು.	[904, 1157, 1302, 1182]
temp-min: ಕನಿಷ್ಠ 20°	[758, 14, 808, 53]
top-story-headline: 23ರಂದು ದೈವಜ್ಞ ಬ್ರಾಹ್ಮಣ ಸಂಘದ ವಾರ್ಷಿಕೋತ್ಸವ, ಪ್ರತಿಭಾ ಪುರಸ್ಕಾರ	[660, 96, 1163, 121]
temp-max: ಗರಿಷ್ಠ 31°	[700, 14, 750, 53]
city-label: ಶಿವಮೊಗ್ಗ	[36, 38, 71, 51]
photo-caption: ತೀರ್ಥಹಳ್ಳಿಯ ರೋಟರಿ ಕ್ಲಬ್‌ನಿಂದ ಸಹ್ಯಾದ್ರಿ ಪಾಲಿಟೆಕ್ನಿಕ್ ಬಳಿ ಸಂಚಾರಿ ನಿಯಮ ಪಾಲಿಸುವ ಬೋರ್ಡ್ ಹಾಕಲಾಯಿತು. ಪಟ್ಟಣದ ಪೊಲೀಸ್ ಠಾಣೆಯ ಅಧಿಕಾರಿಗಳು ಹಾಗೂ ರೋಟರಿ ಕ್ಲಬ್ ಸದಸ್ಯರು ಉಪಸ್ಥಿತರಿದ್ದರು.	[296, 251, 617, 290]
brief-headline: ಇಂದು ಸಾಹಿತ್ಯ ಹುಣ್ಣಿಮೆ	[34, 676, 184, 697]
brief-body: ಶಿವಮೊಗ್ಗ: ಸೊರಬ ಮೆಸ್ಕಾಂ ಉಪವಿಭಾಗ ಕಚೇರಿಯಲ್ಲಿ ನ. 11 ರಂದು ಬೆಳಗ್ಗೆ 11 ರಿಂದ 01ರವರೆಗೆ ಜನಸಂಪರ್ಕ ಸಭೆ ನಡೆಯಲಿದೆ. ಸಭೆಯಲ್ಲಿ ಮೆಸ್ಕಾಂ ಅಧಿಕಾರಿಗಳು ಭಾಗವಹಿಸಲಿದ್ದು, ಸಂಬಂಧಪಟ್ಟ ಗ್ರಾಹಕರು ತಮ್ಮ ಕುಂದುಕೊರತೆಗಳನ್ನು ಸಲ್ಲಿಸಬಹುದು. ಹೆಚ್ಚಿನ ಮಾಹಿತಿಗೆ ಸಂಪರ್ಕಿಸಿ: 9448289518.	[34, 1237, 274, 1304]
hand-icon	[40, 102, 88, 150]
price-row: ಗೊರಬಲು-22,900-37,099	[38, 255, 127, 264]
vande-photo	[800, 1680, 1118, 1792]
lead-headline: ರೈತರ ಅನುಕೂಲಕ್ಕಾಗಿ ಮೇಳ	[296, 372, 727, 427]
lead-kicker: ಕಡಿಮೆ ವೆಚ್ಚ, ಉತ್ತಮ ಇಳುವರಿಗೆ ಆದ್ಯತೆ | ಸಚಿವ ಚೆಲುವರಾಯಸ್ವಾಮಿ	[296, 340, 749, 363]
sagar-kicker: ಬೆಳಗಾವಿಯಲ್ಲಿ ರೈತರು ನಡೆಸುತ್ತಿರುವ ಹೋರಾಟಕ್ಕೆ ಬೆಂಬಲ	[34, 1602, 405, 1625]
rotary-photo	[296, 96, 640, 246]
market-col2	[150, 208, 246, 273]
price-row: ಕೆಂಪುಗೋಟು-22,099-36,499	[150, 236, 246, 245]
info-box	[756, 626, 962, 856]
right-body: ಬದುಕು ರೂಪಿಸುವ ಸಮಯ. ಸಾಮಾಜಿಕ ಜವಾಬ್ದಾರಿ ಅರಿತು ಮುನ್ನಡೆಯಬೇಕು. ಪ್ರಾಂಶುಪಾಲರು, ಉಪನ್ಯಾಸಕರು ಹಾಗೂ ವಿದ್ಯಾರ್ಥಿಗಳು ಉಪಸ್ಥಿತರಿದ್ದರು.	[1142, 623, 1302, 676]
market-title: ಅಡಿಕೆ ಧಾರಣೆ	[48, 162, 132, 187]
section-divider	[34, 1582, 1302, 1592]
brief-headline: ಪ್ರಕಾಶ ರಾಥೋಡ್ ನೂತನ ಡಿವೈಎಸ್‌ಪಿ	[104, 302, 274, 348]
